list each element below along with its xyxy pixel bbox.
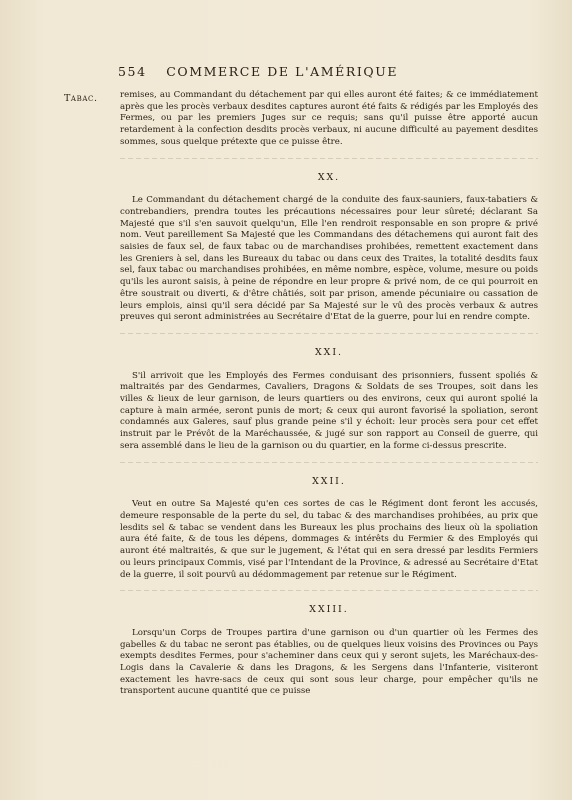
margin-note: Tabac.: [64, 93, 98, 104]
article-xxiii-text: Lorsqu'un Corps de Troupes partira d'une garnison ou d'un quartier où les Fermes des gabelles & du tabac ne seront pas établies, ou de quelques lieux voisins des Provinces ou Pays exempts desdites Fermes, pour s'acheminer dans ceux qui y seront sujets, les Maréchaux-des-Logis dans la Cavalerie & dans les Dragons, & les Sergens dans l'Infanterie, visiteront exactement les havre-sacs de ceux qui sont sous leur charge, pour empêcher qu'ils ne transportent aucune quantité que ce puisse: [120, 627, 538, 697]
article-xxi-text: S'il arrivoit que les Employés des Fermes conduisant des prisonniers, fussent spoliés & maltraités par des Gendarmes, Cavaliers, Dragons & Soldats de ses Troupes, soit dans les villes & lieux de leur garnison, de leurs quartiers ou des environs, ceux qui auront spolié la capture à main armée, seront punis de mort; & ceux qui auront favorisé la spoliation, seront condamnés aux Galeres, sauf plus grande peine s'il y échoit: leur procès sera pour cet effet instruit par le Prévôt de la Maréchaussée, & jugé sur son rapport au Conseil de guerre, qui sera assemblé dans le lieu de la garnison ou du quartier, en la forme ci-dessus prescrite.: [120, 370, 538, 451]
running-header: [118, 64, 518, 79]
article-xx-text: Le Commandant du détachement chargé de la conduite des faux-sauniers, faux-tabatiers & contrebandiers, prendra toutes les précautions nécessaires pour leur sûreté; déclarant Sa Majesté que s'il s'en sauvoit quelqu'un, Elle l'en rendroit responsable en son propre & privé nom. Veut pareillement Sa Majesté que les Commandans des détachemens qui auront fait des saisies de faux sel, de faux tabac ou de marchandises prohibées, remettent exactement dans les Greniers à sel, dans les Bureaux du tabac ou dans ceux des Traites, la totalité desdits faux sel, faux tabac ou marchandises prohibées, en même nombre, espèce, volume, mesure ou poids qu'ils les auront saisis, à peine de répondre en leur propre & privé nom, de ce qui pourroit en être soustrait ou diverti, & d'être châtiés, soit par prison, amende pécuniaire ou cassation de leurs emplois, ainsi qu'il sera décidé par Sa Majesté sur le vû des procès verbaux & autres preuves qui seront administrées au Secrétaire d'Etat de la guerre, pour lui en rendre compte.: [120, 195, 538, 323]
section-divider: [120, 590, 538, 591]
section-divider: [120, 462, 538, 463]
section-divider: [120, 158, 538, 159]
section-divider: [120, 333, 538, 334]
article-heading-xx: XX.: [317, 171, 341, 183]
article-heading-xxii: XXII.: [312, 475, 346, 487]
body-text: [120, 90, 538, 698]
page-number: 554: [118, 64, 147, 79]
article-heading-xxi: XXI.: [314, 346, 344, 358]
paragraph-continuation: remises, au Commandant du détachement par qui elles auront été faites; & ce immédiatement après que les procès verbaux desdites captures auront été faits & rédigés par les Employés des Fermes, ou par les premiers Juges sur ce requis; sans qu'il puisse être apporté aucun retardement à la confection desdits procès verbaux, ni aucune difficulté au payement desdites sommes, sous quelque prétexte que ce puisse être.: [120, 90, 538, 147]
article-xxii-text: Veut en outre Sa Majesté qu'en ces sortes de cas le Régiment dont feront les accusés, demeure responsable de la perte du sel, du tabac & des marchandises prohibées, au prix que lesdits sel & tabac se vendent dans les Bureaux les plus prochains des lieux où la spoliation aura été faite, & de tous les dépens, dommages & intérêts du Fermier & des Employés qui auront été maltraités, & que sur le jugement, & l'état qui en sera dressé par lesdits Fermiers ou leurs principaux Commis, visé par l'Intendant de la Province, & adressé au Secrétaire d'Etat de la guerre, il soit pourvû au dédommagement par retenue sur le Régiment.: [120, 499, 538, 580]
running-title: COMMERCE DE L'AMÉRIQUE: [166, 64, 399, 79]
article-heading-xxiii: XXIII.: [309, 604, 349, 616]
